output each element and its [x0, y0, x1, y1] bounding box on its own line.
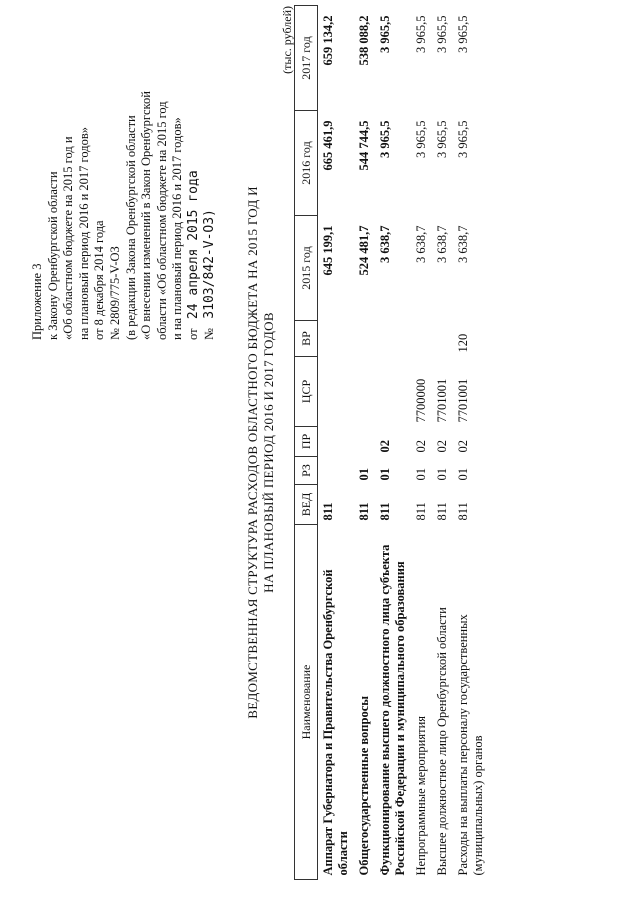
cell-csr: 7701001 [435, 378, 449, 423]
cell-rz: 01 [435, 468, 449, 481]
cell-pr [354, 427, 375, 457]
cell-csr: 7701001 [456, 378, 470, 423]
amendment-date-label: от [185, 328, 200, 340]
cell-pr: 02 [456, 440, 470, 453]
cell-2016: 3 965,5 [414, 120, 428, 158]
appendix-line: (в редакции Закона Оренбургской области [123, 115, 138, 340]
cell-csr [354, 357, 375, 427]
cell-rz: 01 [357, 468, 371, 481]
cell-2017: 3 965,5 [435, 15, 449, 53]
cell-rz: 01 [378, 468, 392, 481]
appendix-line: «О внесении изменений в Закон Оренбургской [139, 91, 154, 340]
cell-vr [432, 321, 453, 357]
cell-pr: 02 [378, 440, 392, 453]
cell-2015: 3 638,7 [456, 225, 470, 263]
units-label: (тыс. рублей) [280, 6, 294, 74]
cell-2015: 3 638,7 [414, 225, 428, 263]
header-2017: 2017 год [295, 6, 318, 111]
amendment-number-label: № [201, 328, 216, 340]
cell-name: Функционирование высшего должностного лица субъекта Российской Федерации и муниципального образования [378, 544, 407, 876]
cell-name: Непрограммные мероприятия [414, 715, 428, 876]
header-ved: ВЕД [295, 485, 318, 525]
cell-vr [354, 321, 375, 357]
document-title [245, 0, 277, 905]
cell-ved: 811 [357, 502, 371, 521]
table-row [411, 6, 432, 880]
header-2015: 2015 год [295, 216, 318, 321]
cell-2015: 645 199,1 [321, 225, 335, 276]
cell-2017: 3 965,5 [378, 15, 392, 53]
cell-ved: 811 [456, 502, 470, 521]
cell-vr [411, 321, 432, 357]
amendment-number [202, 10, 218, 340]
appendix-header [30, 10, 217, 340]
cell-2015: 3 638,7 [435, 225, 449, 263]
cell-2016: 665 461,9 [321, 120, 335, 171]
cell-pr: 02 [414, 440, 428, 453]
cell-ved: 811 [321, 502, 335, 521]
title-line-1: ВЕДОМСТВЕННАЯ СТРУКТУРА РАСХОДОВ ОБЛАСТНОГО БЮДЖЕТА НА 2015 ГОД И [245, 186, 260, 719]
cell-ved: 811 [435, 502, 449, 521]
cell-vr [318, 321, 355, 357]
appendix-line: Приложение 3 [30, 263, 44, 340]
appendix-line: и на плановый период 2016 и 2017 годов» [170, 117, 185, 340]
cell-2016: 3 965,5 [378, 120, 392, 158]
table-row [432, 6, 453, 880]
appendix-line: на плановый период 2016 и 2017 годов» [76, 127, 91, 340]
cell-2015: 524 481,7 [357, 225, 371, 276]
header-pr: ПР [295, 427, 318, 457]
cell-2016: 3 965,5 [435, 120, 449, 158]
cell-name: Аппарат Губернатора и Правительства Оренбургской области [321, 569, 350, 876]
cell-ved: 811 [414, 502, 428, 521]
amendment-number-value: 3103/842-V-ОЗ) [201, 209, 217, 319]
cell-vr [375, 321, 411, 357]
cell-pr: 02 [435, 440, 449, 453]
cell-rz: 01 [414, 468, 428, 481]
header-name: Наименование [295, 525, 318, 880]
cell-rz: 01 [456, 468, 470, 481]
cell-2017: 659 134,2 [321, 15, 335, 66]
cell-name: Высшее должностное лицо Оренбургской области [435, 607, 449, 876]
cell-2017: 3 965,5 [414, 15, 428, 53]
appendix-line: «Об областном бюджете на 2015 год и [61, 136, 76, 340]
table-row [453, 6, 489, 880]
cell-2015: 3 638,7 [378, 225, 392, 263]
header-2016: 2016 год [295, 111, 318, 216]
amendment-date [186, 10, 202, 340]
appendix-line: № 2809/775-V-ОЗ [107, 246, 122, 340]
cell-2017: 3 965,5 [456, 15, 470, 53]
cell-csr [375, 357, 411, 427]
budget-table [294, 5, 489, 880]
cell-csr [318, 357, 355, 427]
cell-ved: 811 [378, 502, 392, 521]
cell-name: Общегосударственные вопросы [357, 695, 371, 876]
cell-2016: 544 744,5 [357, 120, 371, 171]
table-row [354, 6, 375, 880]
table-row [375, 6, 411, 880]
table-body [318, 6, 490, 880]
cell-csr: 7700000 [414, 378, 428, 423]
cell-2016: 3 965,5 [456, 120, 470, 158]
amendment-date-value: 24 апреля 2015 года [185, 170, 201, 320]
cell-2017: 538 088,2 [357, 15, 371, 66]
appendix-line: от 8 декабря 2014 года [92, 220, 107, 340]
header-rz: РЗ [295, 457, 318, 485]
cell-vr: 120 [456, 333, 470, 353]
cell-rz [318, 457, 355, 485]
header-csr: ЦСР [295, 357, 318, 427]
table-header-row [295, 6, 318, 880]
appendix-line: области «Об областном бюджете на 2015 год [154, 101, 169, 340]
cell-pr [318, 427, 355, 457]
title-line-2: НА ПЛАНОВЫЙ ПЕРИОД 2016 И 2017 ГОДОВ [261, 312, 276, 593]
cell-name: Расходы на выплаты персоналу государственных (муниципальных) органов [456, 614, 485, 876]
header-vr: ВР [295, 321, 318, 357]
table-row [318, 6, 355, 880]
appendix-line: к Закону Оренбургской области [45, 171, 60, 340]
